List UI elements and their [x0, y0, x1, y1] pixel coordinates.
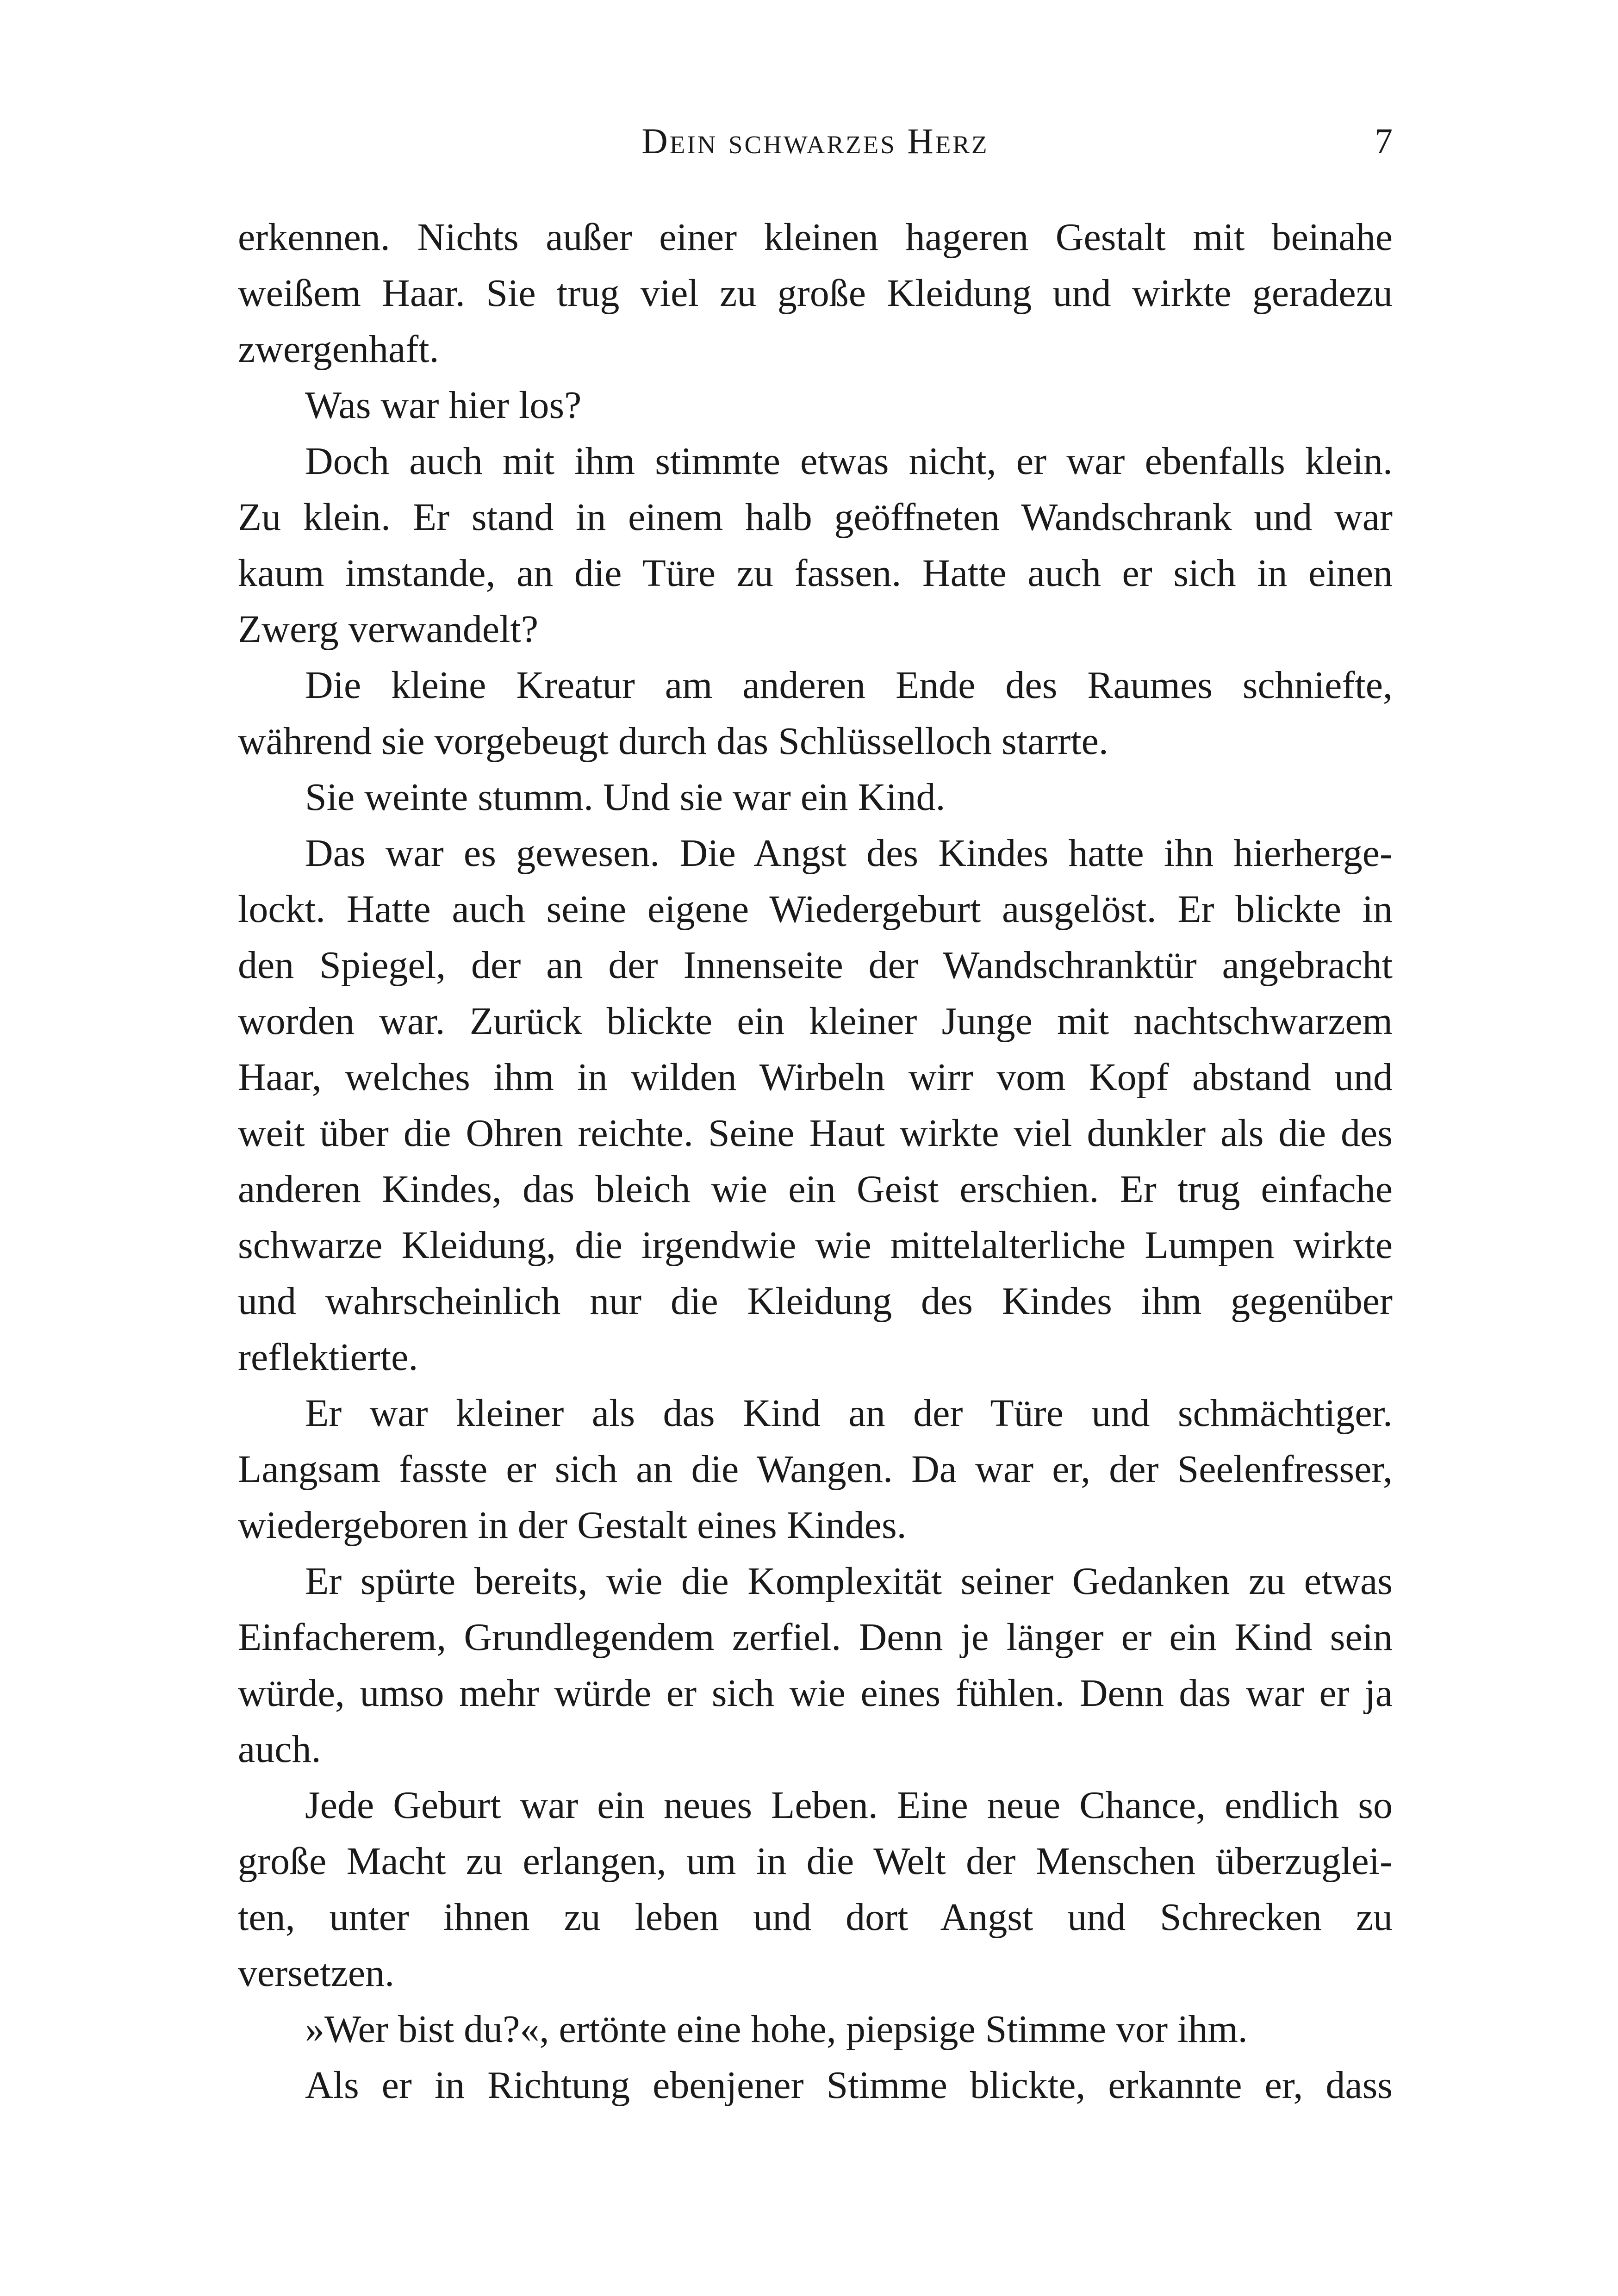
text-line: wiedergeboren in der Gestalt eines Kindes. — [238, 1504, 907, 1547]
text-line: den Spiegel, der an der Innenseite der Wandschranktür angebracht — [238, 944, 1393, 987]
text-line: und wahrscheinlich nur die Kleidung des Kindes ihm gegenüber — [238, 1280, 1393, 1323]
text-line: große Macht zu erlangen, um in die Welt der Menschen überzuglei- — [238, 1840, 1393, 1883]
text-line: erkennen. Nichts außer einer kleinen hageren Gestalt mit beinahe — [238, 216, 1393, 259]
text-line: anderen Kindes, das bleich wie ein Geist erschien. Er trug einfache — [238, 1168, 1393, 1211]
text-line: »Wer bist du?«, ertönte eine hohe, piepsige Stimme vor ihm. — [305, 2008, 1248, 2051]
text-line: Die kleine Kreatur am anderen Ende des Raumes schniefte, — [305, 664, 1393, 707]
text-line: Haar, welches ihm in wilden Wirbeln wirr vom Kopf abstand und — [238, 1056, 1393, 1099]
text-line: Doch auch mit ihm stimmte etwas nicht, er war ebenfalls klein. — [305, 440, 1393, 483]
text-line: worden war. Zurück blickte ein kleiner Junge mit nachtschwarzem — [238, 1000, 1393, 1043]
text-line: versetzen. — [238, 1952, 395, 1995]
text-line: reflektierte. — [238, 1336, 418, 1379]
text-line: Er spürte bereits, wie die Komplexität seiner Gedanken zu etwas — [305, 1560, 1393, 1603]
text-line: auch. — [238, 1728, 321, 1771]
text-line: Jede Geburt war ein neues Leben. Eine neue Chance, endlich so — [305, 1784, 1393, 1827]
running-title: Dein schwarzes Herz — [641, 121, 989, 161]
text-line: Das war es gewesen. Die Angst des Kindes hatte ihn hierherge- — [305, 832, 1393, 875]
page-number: 7 — [1375, 121, 1393, 161]
text-line: weit über die Ohren reichte. Seine Haut wirkte viel dunkler als die des — [238, 1112, 1393, 1155]
text-line: Langsam fasste er sich an die Wangen. Da war er, der Seelenfresser, — [238, 1448, 1393, 1491]
body-text — [238, 209, 1393, 2113]
text-line: Als er in Richtung ebenjener Stimme blickte, erkannte er, dass — [305, 2064, 1393, 2107]
text-line: Einfacherem, Grundlegendem zerfiel. Denn je länger er ein Kind sein — [238, 1616, 1393, 1659]
text-line: Sie weinte stumm. Und sie war ein Kind. — [305, 776, 946, 819]
text-line: Zwerg verwandelt? — [238, 608, 539, 651]
running-header — [238, 118, 1393, 164]
text-line: schwarze Kleidung, die irgendwie wie mittelalterliche Lumpen wirkte — [238, 1224, 1393, 1267]
text-line: Was war hier los? — [305, 384, 582, 427]
text-line: weißem Haar. Sie trug viel zu große Kleidung und wirkte geradezu — [238, 272, 1393, 315]
text-line: während sie vorgebeugt durch das Schlüsselloch starrte. — [238, 720, 1108, 763]
text-line: würde, umso mehr würde er sich wie eines fühlen. Denn das war er ja — [238, 1672, 1393, 1715]
text-line: lockt. Hatte auch seine eigene Wiedergeburt ausgelöst. Er blickte in — [238, 888, 1393, 931]
text-line: Zu klein. Er stand in einem halb geöffneten Wandschrank und war — [238, 496, 1393, 539]
text-line: Er war kleiner als das Kind an der Türe und schmächtiger. — [305, 1392, 1393, 1435]
text-line: ten, unter ihnen zu leben und dort Angst und Schrecken zu — [238, 1896, 1393, 1939]
text-line: kaum imstande, an die Türe zu fassen. Hatte auch er sich in einen — [238, 552, 1393, 595]
text-line: zwergenhaft. — [238, 328, 439, 371]
